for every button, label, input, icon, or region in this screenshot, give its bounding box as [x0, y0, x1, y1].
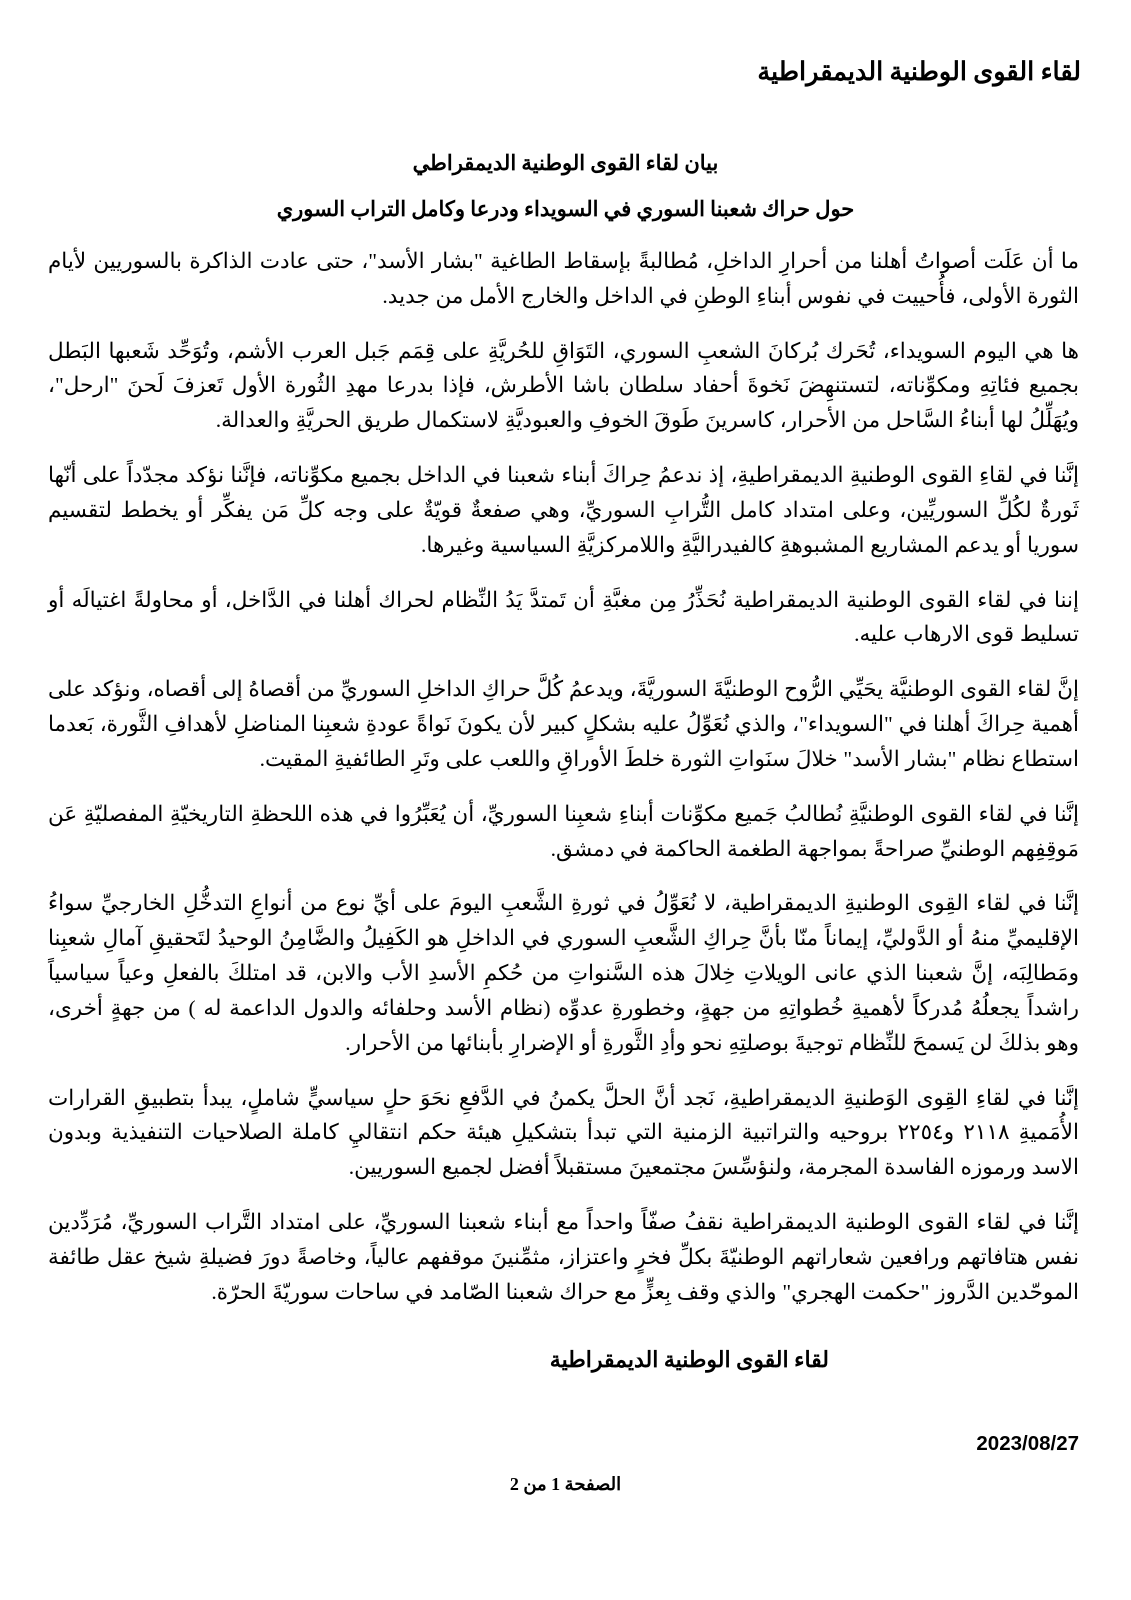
paragraph: إننا في لقاء القوى الوطنية الديمقراطية نُحَذِّرُ مِن مغبَّةِ أن تَمتدَّ يَدُ النِّظام لحراك أهلنا في الدَّاخل، أو محاولةً اغتيالَه أو تسليط قوى الارهاب عليه. [48, 587, 1079, 647]
paragraph: ما أن عَلَت أصواتُ أهلنا من أحرارِ الداخلِ، مُطالبةً بإسقاط الطاغية "بشار الأسد"، حتى عادت الذاكرة بالسوريين لأيام الثورة الأولى، فأُحييت في نفوس أبناءِ الوطنِ في الداخل والخارج الأمل من جديد. [48, 249, 1079, 308]
signature-block [50, 1346, 1079, 1375]
document-date: 2023/08/27 [976, 1432, 1079, 1455]
document-body [48, 244, 1079, 1310]
paragraph: إنَّنا في لقاء القوى الوطنية الديمقراطية نقفُ صفّاً واحداً مع أبناء شعبنا السوريِّ، على امتداد التَّراب السوريِّ، مُرَدِّدين نفس هتافاتهم ورافعين شعاراتهم الوطنيّةَ بكلِّ فخرٍ واعتزاز، مثمِّنينَ موقفهم عالياً، وخاصةً دورَ فضيلةِ شيخ عقل طائفة الموحّدين الدَّروز "حكمت الهجري" والذي وقف بِعزٍّ مع حراك شعبنا الصّامد في ساحات سوريّةَ الحرّة. [48, 1210, 1079, 1304]
paragraph: ها هي اليوم السويداء، تُحَرك بُركانَ الشعبِ السوري، التَوَاقِ للحُريَّةِ على قِمَم جَبل العرب الأشم، وتُوَحِّد شَعبها البَطل بجميع فئاتِهِ ومكوِّناته، لتستنهِضَ نَخوةَ أحفاد سلطان باشا الأطرش، فإذا بدرعا مهدِ الثُورة الأول تَعزفَ لَحنَ "ارحل"، ويُهَلِّلُ لها أبناءُ السَّاحل من الأحرار، كاسرينَ طَوقَ الخوفِ والعبوديَّةِ لاستكمال طريق الحريَّةِ والعدالة. [48, 338, 1079, 433]
statement-subtitle: حول حراك شعبنا السوري في السويداء ودرعا وكامل التراب السوري [276, 197, 855, 222]
title-block [50, 148, 1081, 225]
paragraph: إنَّنا في لقاءِ القِوى الوَطنيةِ الديمقراطيةِ، نَجد أنَّ الحلَّ يكمنُ في الدَّفعِ نحَوَ حلٍ سياسيٍّ شاملٍ، يبدأ بتطبيقِ القرارات الأُمَميةِ ٢١١٨ و٢٢٥٤ بروحيه والتراتبية الزمنية التي تبدأ بتشكيلِ هيئة حكم انتقاليِ كاملة الصلاحيات التنفيذية وبدون الاسد ورموزه الفاسدة المجرمة، ولنؤسِّسَ مجتمعينَ مستقبلاً أفضل لجميع السوريين. [48, 1085, 1079, 1180]
page-footer [0, 1473, 1131, 1496]
paragraph: إنَّ لقاء القوى الوطنيَّة يحَيِّي الرُّوح الوطنيَّةَ السوريَّةَ، ويدعمُ كُلَّ حراكِ الداخلِ السوريِّ من أقصاهُ إلى أقصاه، ونؤكد على أهمية حِراكَ أهلنا في "السويداء"، والذي نُعَوِّلُ عليه بشكلٍ كبير لأن يكونَ نَواةً عودةِ شعبِنا المناضلِ لأهدافِ الثَّورة، بَعدما استطاع نظام "بشار الأسد" خلالَ سنَواتِ الثورة خلطَ الأوراقِ واللعب على وتَرِ الطائفيةِ المقيت. [48, 677, 1079, 771]
organization-header-title: لقاء القوى الوطنية الديمقراطية [757, 57, 1081, 86]
statement-title: بيان لقاء القوى الوطنية الديمقراطي [412, 151, 719, 175]
paragraph: إنَّنا في لقاء القوى الوطنيَّةِ نُطالبُ جَميع مكوِّنات أبناءِ شعبِنا السوريِّ، أن يُعَبِّرُوا في هذه اللحظةِ التاريخيّةِ المفصليّةِ عَن مَوقِفِهم الوطنيِّ صراحةً بمواجهة الطغمة الحاكمة في دمشق. [48, 801, 1079, 861]
paragraph: إنَّنا في لقاءِ القوى الوطنيةِ الديمقراطيةِ، إذ ندعمُ حِراكَ أبناء شعبنا في الداخل بجميع مكوِّناته، فإنَّنا نؤكد مجدّداً على أنّها ثَورةٌ لكُلِّ السوريِّين، وعلى امتداد كامل التُّرابِ السوريِّ، وهي صفعةٌ قويّةٌ على وجه كلِّ مَن يفكِّر أو يخطط لتقسيم سوريا أو يدعم المشاريع المشبوهةِ كالفيدراليَّةِ واللامركزيَّةِ السياسية وغيرها. [48, 463, 1079, 557]
page-number-label: الصفحة 1 من 2 [509, 1474, 622, 1494]
date-block [50, 1432, 1079, 1456]
paragraph: إنَّنا في لقاء القِوى الوطنيةِ الديمقراطية، لا نُعَوِّلُ في ثورةِ الشَّعبِ اليومَ على أيِّ نوع من أنواعِ التدخُّلِ الخارجيِّ سواءُ الإقليميِّ منهُ أو الدَّوليِّ، إيماناً منّا بأنَّ حِراكِ الشَّعبِ السوري في الداخلِ هو الكَفِيلُ والضَّامِنُ الوحيدُ لتَحقيقِ آمالِ شعبِنا ومَطالِبَه، إنَّ شعبنا الذي عانى الويلاتِ خِلالَ هذه السَّنواتِ من حُكمِ الأسدِ الأب والابن، قد امتلكَ بالفعلِ وعياً سياسياً راشداً يجعلُهُ مُدركاً لأهميةِ خُطواتِهِ من جهةٍ، وخطورةِ عدوِّه (نظام الأسد وحلفائه والدول الداعمة له ) من جهةٍ أخرى، وهو بذلكَ لن يَسمحَ للنِّظام توجيةَ بوصلتِهِ نحو وأدِ الثَّورةِ أو الإضرارِ بأبنائها من الأحرار. [48, 891, 1079, 1055]
signature-organization-name: لقاء القوى الوطنية الديمقراطية [549, 1347, 829, 1372]
document-header [50, 56, 1081, 88]
